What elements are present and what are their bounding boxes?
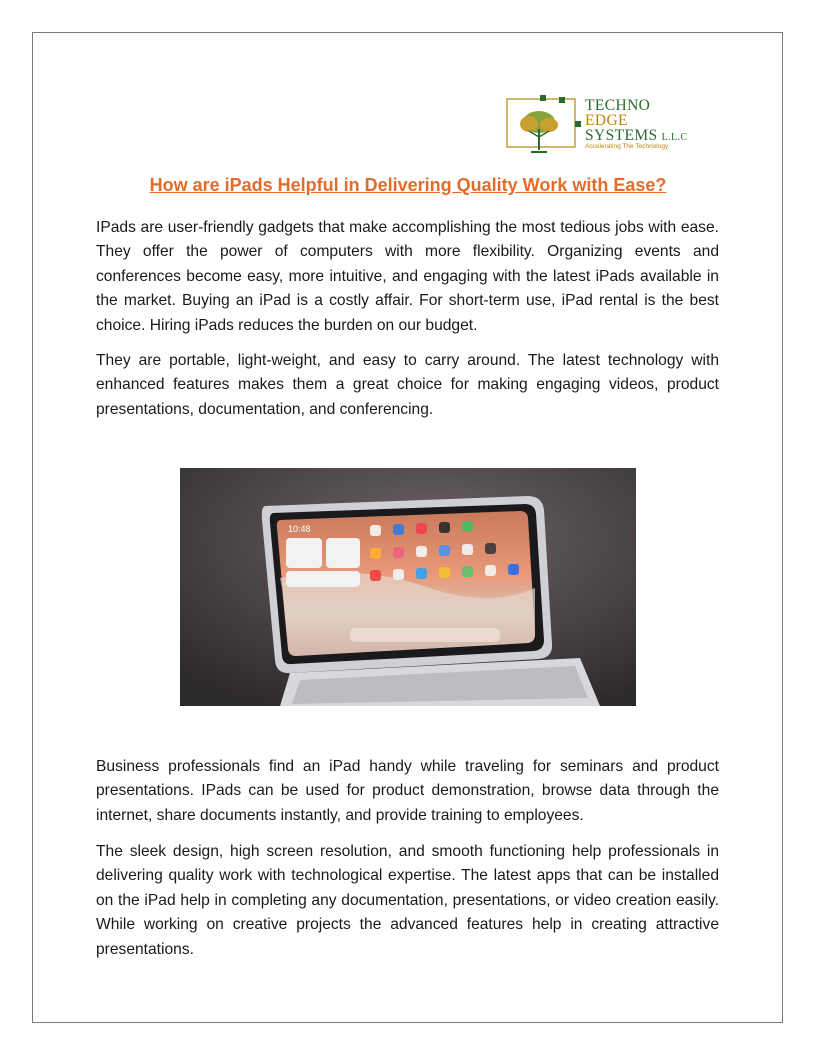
- company-logo: [505, 95, 720, 157]
- paragraph-business: Business professionals find an iPad handy while traveling for seminars and product presentations. IPads can be used for product demonstration, browse data through the internet, share documents instantly, and provide training to employees.: [96, 758, 719, 824]
- paragraph-design: The sleek design, high screen resolution, and smooth functioning help professionals in delivering quality work with technological expertise. The latest apps that can be installed on the iPad help in completing any documentation, presentations, or video creation easily. While working on creative projects the advanced features help in creating attractive presentations.: [96, 843, 719, 958]
- article-title: How are iPads Helpful in Delivering Quality Work with Ease?: [149, 175, 667, 195]
- logo-line-edge: EDGE: [585, 112, 628, 129]
- logo-line-systems: SYSTEMS: [585, 127, 658, 144]
- cloud-tree-icon: [505, 95, 583, 157]
- logo-tagline: Accelerating The Technology: [585, 143, 669, 150]
- paragraph-intro: IPads are user-friendly gadgets that make accomplishing the most tedious jobs with ease. They offer the power of computers with more flexibility. Organizing events and conferences become easy, more intuitive, and engaging with the latest iPads available in the market. Buying an iPad is a costly affair. For short-term use, iPad rental is the best choice. Hiring iPads reduces the burden on our budget.: [96, 219, 719, 334]
- logo-suffix: L.L.C: [661, 132, 688, 143]
- ipad-photo: [180, 468, 636, 706]
- screen-clock: 10:48: [288, 524, 311, 534]
- paragraph-portable: They are portable, light-weight, and easy to carry around. The latest technology with enhanced features makes them a great choice for making engaging videos, product presentations, documentation, and conferencing.: [96, 352, 719, 418]
- logo-line-techno: TECHNO: [585, 97, 651, 114]
